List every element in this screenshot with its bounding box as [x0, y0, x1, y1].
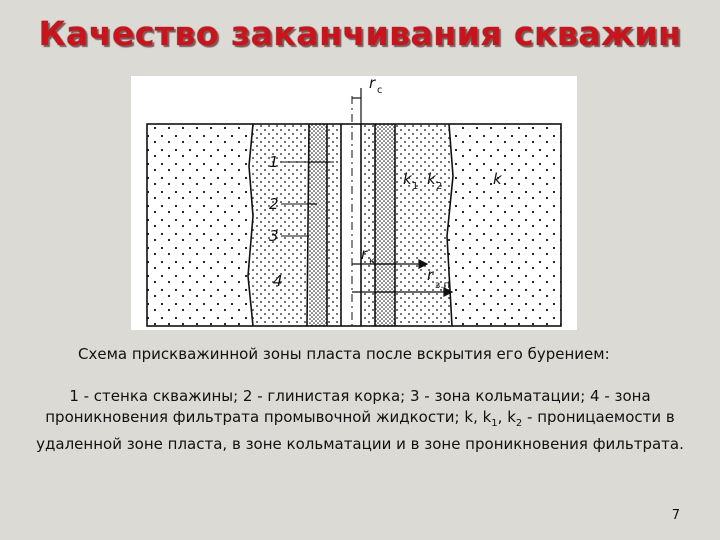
k2-label: k — [427, 170, 436, 188]
wellbore-zone-diagram — [131, 76, 577, 330]
wellbore — [341, 124, 361, 326]
page-number: 7 — [671, 508, 680, 523]
k-label: k — [493, 170, 502, 188]
figure-legend — [30, 386, 690, 455]
diagram-svg — [131, 76, 577, 330]
colmatation-zone-right — [375, 124, 395, 326]
k1-label-sub: 1 — [412, 181, 419, 192]
k2-label-sub: 2 — [436, 181, 443, 192]
legend-sub-1: 1 — [491, 418, 498, 429]
legend-text-3: - проницаемости в удаленной зоне пласта, в зоне кольматации и в зоне проникновения фильтрата. — [36, 408, 684, 453]
rk-label-sub: к — [369, 256, 376, 267]
rc-label: r — [369, 76, 376, 92]
rzp-label-sub: з.п — [435, 280, 451, 291]
legend-sub-2: 2 — [515, 418, 523, 429]
rc-label-sub: c — [377, 85, 383, 96]
zone-4-label: 4 — [273, 272, 283, 290]
clay-crust-left — [327, 124, 341, 326]
legend-text-2: , k — [497, 408, 516, 426]
k1-label: k — [403, 170, 412, 188]
zone-2-label: 2 — [269, 195, 279, 213]
slide-title: Качество заканчивания скважин — [38, 14, 682, 53]
zone-3-label: 3 — [269, 227, 279, 245]
figure-caption: Схема прискважинной зоны пласта после вскрытия его бурением: — [78, 345, 610, 363]
colmatation-zone-left — [309, 124, 327, 326]
remote-zone-right — [447, 124, 561, 326]
remote-zone-left — [147, 124, 253, 326]
rk-label: r — [361, 245, 368, 263]
clay-crust-right — [361, 124, 375, 326]
zone-1-label: 1 — [269, 153, 279, 171]
rzp-label: r — [427, 266, 434, 284]
legend-text-1: 1 - стенка скважины; 2 - глинистая корка; 3 - зона кольматации; 4 - зона проникновения фильтрата промывочной жидкости; k, k — [45, 387, 651, 426]
